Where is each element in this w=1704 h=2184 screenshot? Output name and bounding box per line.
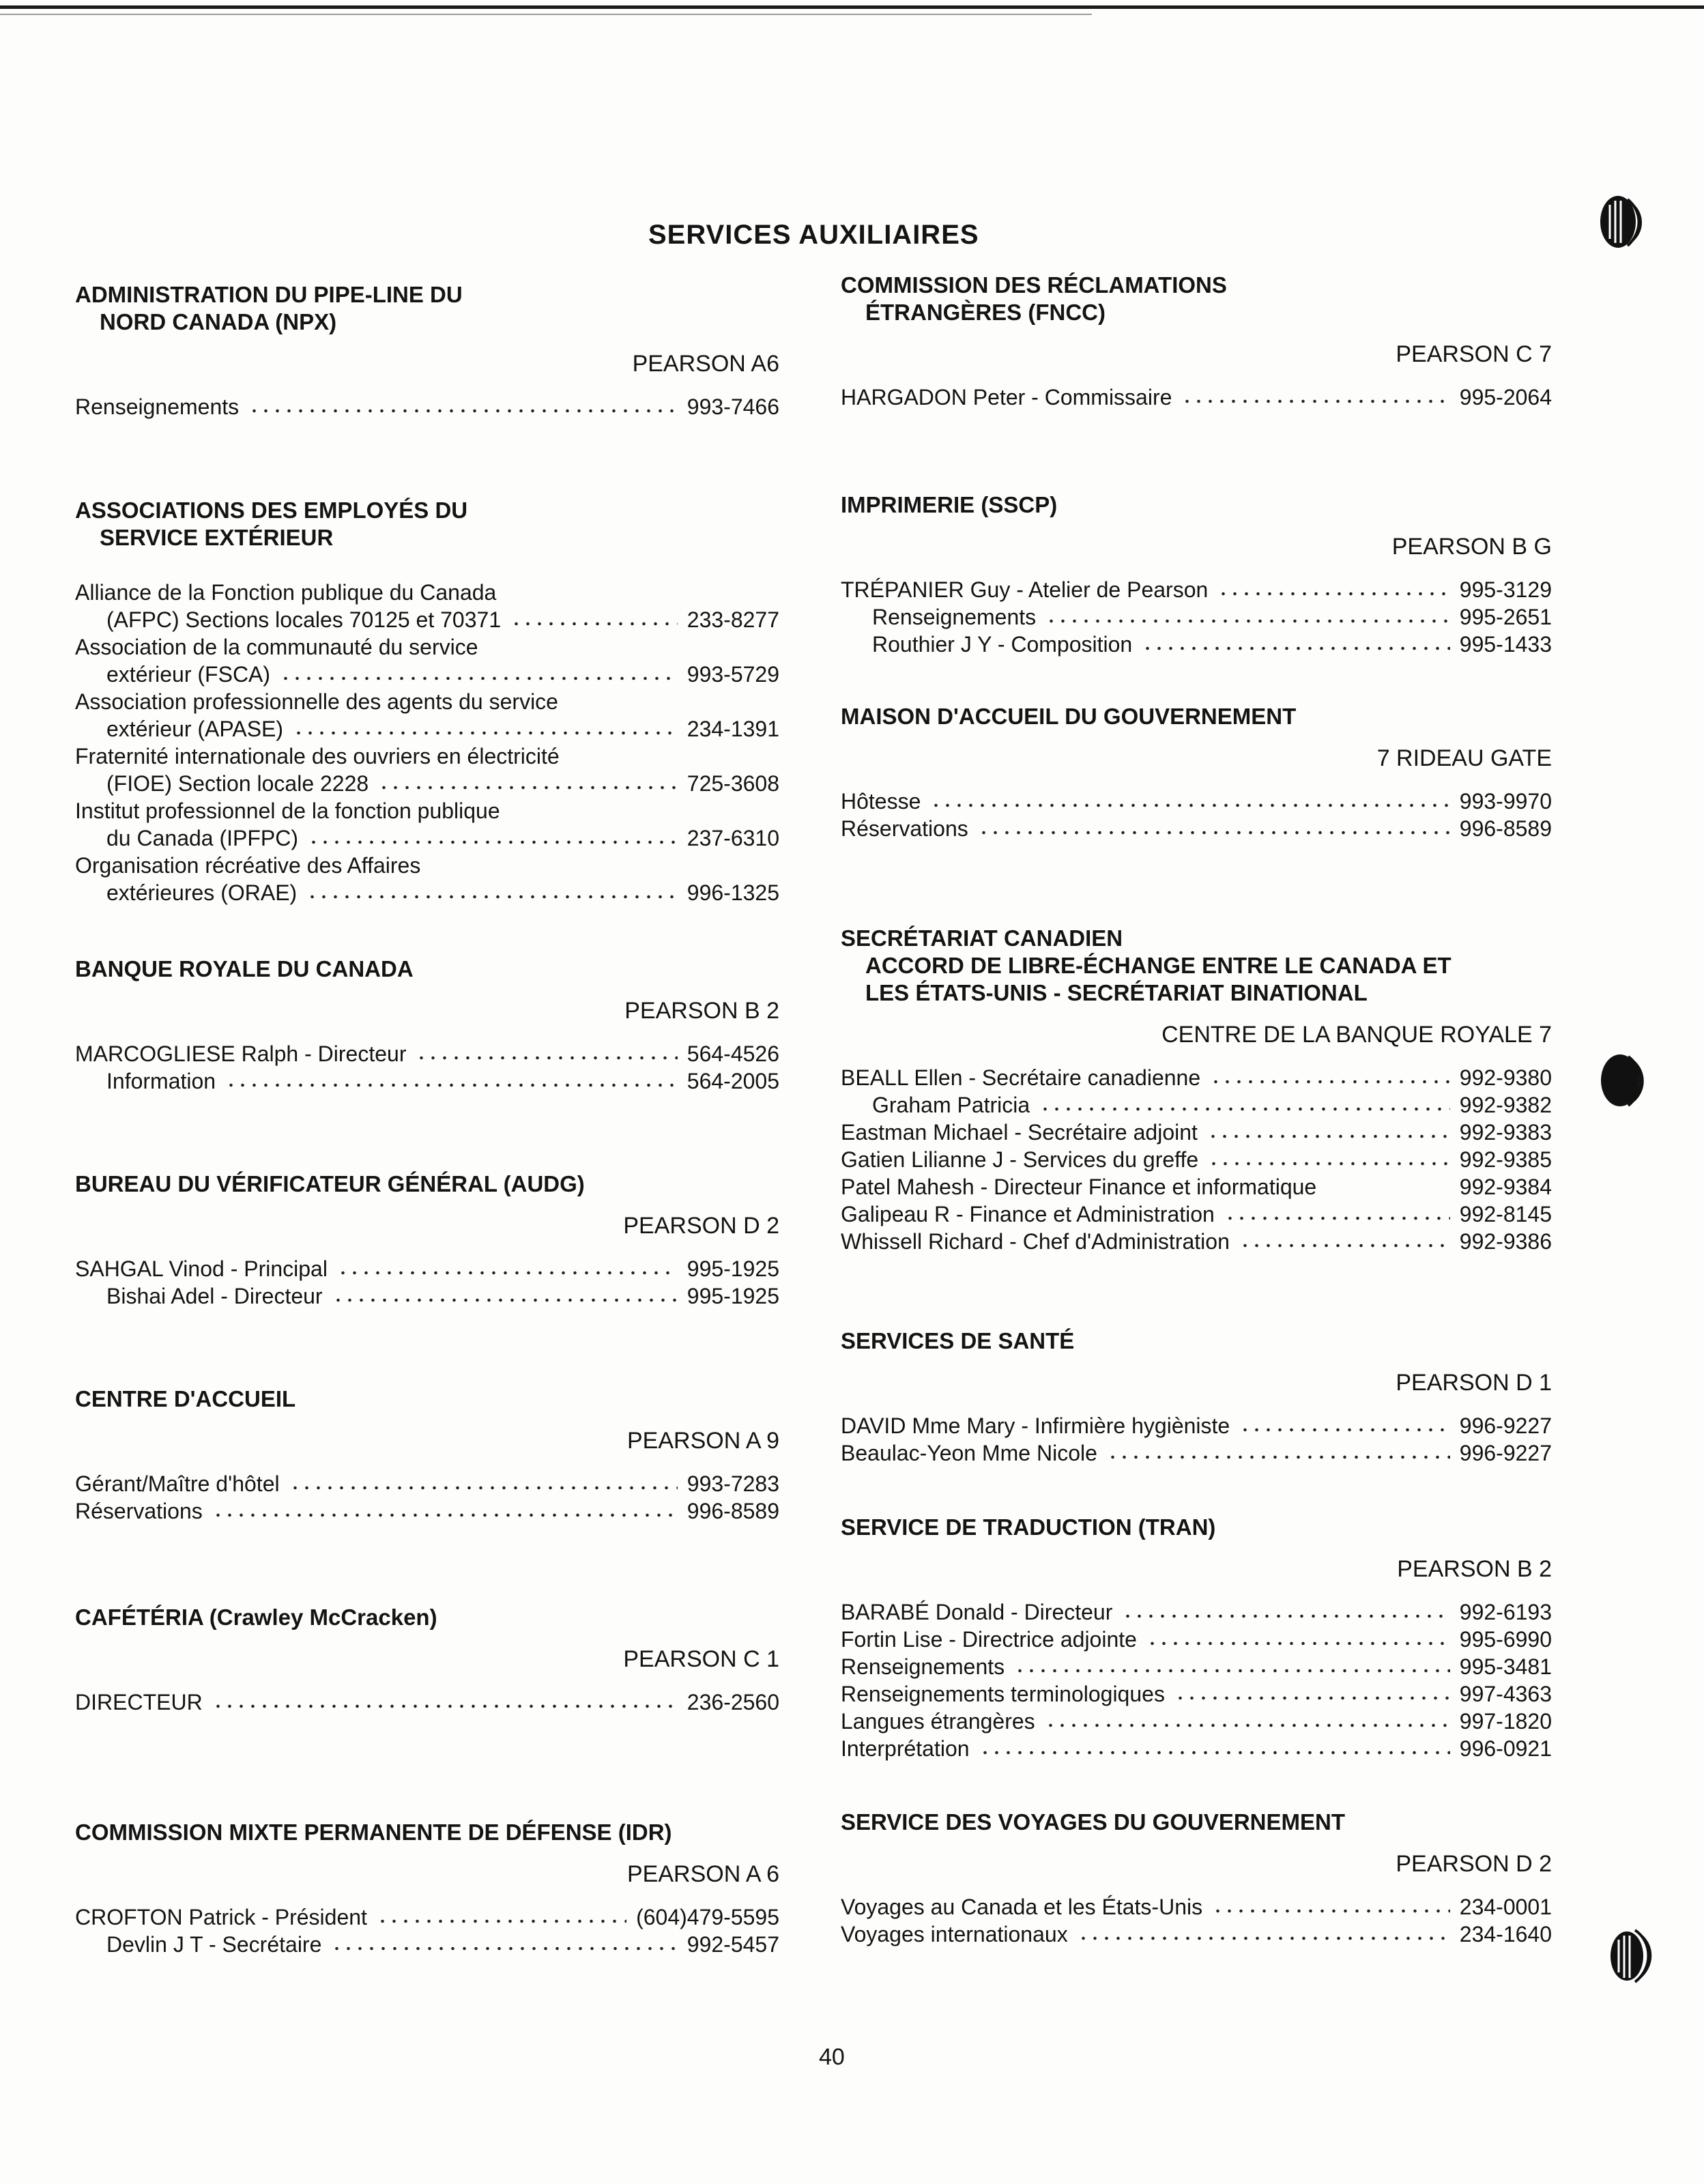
entry-name: TRÉPANIER Guy - Atelier de Pearson (841, 577, 1209, 602)
location-label: 7 RIDEAU GATE (1376, 745, 1552, 771)
section-heading (75, 1385, 785, 1413)
heading-line: BUREAU DU VÉRIFICATEUR GÉNÉRAL (AUDG) (75, 1171, 585, 1196)
phone-number: 993-7466 (687, 394, 779, 419)
directory-entry (841, 384, 1557, 411)
dot-leader (225, 1081, 678, 1089)
directory-entry (75, 1903, 785, 1931)
dot-leader (293, 729, 678, 737)
location-label: PEARSON D 2 (1396, 1851, 1552, 1877)
entry-name-line: Association professionnelle des agents du service (75, 689, 558, 714)
entry-list (841, 1412, 1557, 1467)
directory-entry (841, 1708, 1557, 1735)
directory-entry (841, 1228, 1557, 1255)
section-heading (75, 1819, 785, 1846)
dot-leader (1239, 1426, 1450, 1434)
dot-leader (1045, 1721, 1450, 1729)
phone-number: 992-5457 (687, 1932, 779, 1957)
dot-leader (332, 1296, 678, 1304)
dot-leader (1107, 1453, 1450, 1461)
entry-name: Hôtesse (841, 789, 921, 814)
directory-entry (841, 1412, 1557, 1439)
heading-line: CENTRE D'ACCUEIL (75, 1386, 296, 1411)
entry-list (75, 1040, 785, 1095)
phone-number: 993-5729 (687, 662, 779, 687)
entry-name: du Canada (IPFPC) (106, 826, 299, 850)
entry-list (75, 1903, 785, 1958)
heading-line: COMMISSION DES RÉCLAMATIONS (841, 272, 1227, 298)
heading-line: SECRÉTARIAT CANADIEN (841, 925, 1123, 951)
phone-number: 995-3129 (1459, 577, 1552, 602)
phone-number: 995-2651 (1459, 605, 1552, 629)
phone-number: 995-1433 (1459, 632, 1552, 657)
dot-leader (1174, 1694, 1450, 1702)
directory-entry (75, 715, 785, 743)
entry-name: SAHGAL Vinod - Principal (75, 1256, 328, 1281)
section-maison-d-accueil-du-gouvernement (841, 703, 1557, 842)
directory-entry (75, 1255, 785, 1282)
phone-number: 992-9385 (1459, 1147, 1552, 1172)
directory-entry (841, 1893, 1557, 1921)
entry-list (75, 579, 785, 906)
entry-name: (AFPC) Sections locales 70125 et 70371 (106, 607, 502, 632)
dot-leader (280, 674, 678, 682)
entry-name: Eastman Michael - Secrétaire adjoint (841, 1120, 1198, 1145)
dot-leader (1239, 1241, 1450, 1250)
directory-entry (841, 1626, 1557, 1653)
dot-leader (930, 801, 1449, 809)
entry-list (841, 1064, 1557, 1255)
entry-name: BEALL Ellen - Secrétaire canadienne (841, 1065, 1201, 1090)
dot-leader (306, 893, 678, 901)
section-heading (75, 497, 785, 551)
dot-leader (331, 1944, 677, 1953)
section-centre-d-accueil (75, 1385, 785, 1525)
heading-line: SERVICES DE SANTÉ (841, 1328, 1075, 1353)
directory-entry (75, 1689, 785, 1716)
entry-name-line: Alliance de la Fonction publique du Canada (75, 580, 497, 605)
location-label: PEARSON B 2 (624, 998, 779, 1024)
entry-name: Gérant/Maître d'hôtel (75, 1471, 280, 1496)
entry-name-line: Fraternité internationale des ouvriers en électricité (75, 744, 560, 768)
entry-name: HARGADON Peter - Commissaire (841, 385, 1172, 410)
directory-entry (841, 1439, 1557, 1467)
dot-leader (1039, 1105, 1450, 1113)
directory-entry (841, 631, 1557, 658)
phone-number: 992-9383 (1459, 1120, 1552, 1145)
dot-leader (1212, 1907, 1450, 1915)
tab-marker-icon (1604, 1923, 1658, 1985)
phone-number: 996-0921 (1459, 1736, 1552, 1761)
directory-entry (75, 393, 785, 420)
phone-number: 233-8277 (687, 607, 779, 632)
dot-leader (1146, 1639, 1450, 1648)
phone-number: 996-9227 (1459, 1441, 1552, 1465)
dot-leader (1045, 617, 1450, 625)
dot-leader (1142, 644, 1450, 652)
phone-number: 997-1820 (1459, 1709, 1552, 1734)
section-heading (841, 1327, 1557, 1355)
location-label: PEARSON D 2 (623, 1213, 779, 1239)
section-secretariat-canadien (841, 925, 1557, 1255)
entry-name: Graham Patricia (872, 1093, 1030, 1117)
section-heading (841, 1809, 1557, 1836)
directory-entry (841, 1653, 1557, 1680)
dot-leader (1208, 1160, 1450, 1168)
entry-name-line: Association de la communauté du service (75, 635, 478, 659)
phone-number: 996-8589 (1459, 816, 1552, 841)
heading-line: SERVICE EXTÉRIEUR (100, 525, 334, 550)
section-banque-royale-du-canada (75, 956, 785, 1095)
heading-line: ÉTRANGÈRES (FNCC) (865, 300, 1106, 325)
phone-number: 995-3481 (1459, 1654, 1552, 1679)
entry-name: Réservations (75, 1499, 203, 1523)
tab-marker-icon (1593, 191, 1648, 253)
phone-number: 234-0001 (1459, 1895, 1552, 1919)
entry-name: DAVID Mme Mary - Infirmière hygièniste (841, 1413, 1230, 1438)
dot-leader (377, 1917, 626, 1925)
entry-name: Bishai Adel - Directeur (106, 1284, 323, 1308)
entry-name: Interprétation (841, 1736, 970, 1761)
entry-name: Devlin J T - Secrétaire (106, 1932, 322, 1957)
entry-name-line: Institut professionnel de la fonction publique (75, 799, 500, 823)
location-label: PEARSON C 1 (623, 1646, 779, 1672)
heading-line: SERVICE DES VOYAGES DU GOUVERNEMENT (841, 1809, 1346, 1835)
directory-entry (75, 1040, 785, 1067)
entry-name: Langues étrangères (841, 1709, 1035, 1734)
phone-number: 564-2005 (687, 1069, 779, 1093)
entry-list (841, 576, 1557, 658)
page-number: 40 (819, 2044, 845, 2070)
directory-entry (841, 1173, 1557, 1201)
directory-entry (841, 1119, 1557, 1146)
heading-line: ACCORD DE LIBRE-ÉCHANGE ENTRE LE CANADA ET (865, 953, 1452, 978)
section-service-de-traduction-tran (841, 1514, 1557, 1762)
dot-leader (1210, 1078, 1450, 1086)
heading-line: LES ÉTATS-UNIS - SECRÉTARIAT BINATIONAL (865, 980, 1368, 1005)
entry-name: Voyages internationaux (841, 1922, 1068, 1946)
entry-name: Réservations (841, 816, 968, 841)
phone-number: 234-1640 (1459, 1922, 1552, 1946)
location-label: PEARSON A6 (632, 351, 779, 377)
phone-number: 995-1925 (687, 1284, 779, 1308)
dot-leader (1122, 1612, 1449, 1620)
directory-entry (75, 824, 785, 852)
directory-entry (75, 1282, 785, 1310)
entry-name: MARCOGLIESE Ralph - Directeur (75, 1041, 407, 1066)
entry-name: Voyages au Canada et les États-Unis (841, 1895, 1203, 1919)
phone-number: 992-6193 (1459, 1600, 1552, 1624)
directory-entry (841, 788, 1557, 815)
dot-leader (1181, 397, 1449, 405)
dot-leader (1207, 1132, 1450, 1140)
section-heading (841, 925, 1557, 1007)
phone-number: 996-9227 (1459, 1413, 1552, 1438)
directory-entry (841, 1091, 1557, 1119)
entry-name: Gatien Lilianne J - Services du greffe (841, 1147, 1199, 1172)
directory-entry (841, 1735, 1557, 1762)
entry-name: extérieur (APASE) (106, 717, 284, 741)
heading-line: CAFÉTÉRIA (Crawley McCracken) (75, 1605, 437, 1630)
directory-entry (75, 1470, 785, 1497)
location-label: PEARSON B G (1391, 534, 1552, 560)
directory-entry (841, 1598, 1557, 1626)
section-cafeteria-crawley-mccracken (75, 1604, 785, 1716)
location-label: PEARSON B 2 (1397, 1556, 1552, 1582)
entry-name: Patel Mahesh - Directeur Finance et informatique (841, 1175, 1317, 1199)
entry-name: DIRECTEUR (75, 1690, 203, 1714)
directory-entry (75, 1497, 785, 1525)
section-bureau-du-verificateur-general-audg (75, 1170, 785, 1310)
location-label: PEARSON D 1 (1396, 1370, 1552, 1396)
phone-number: (604)479-5595 (636, 1905, 779, 1929)
entry-name: extérieur (FSCA) (106, 662, 271, 687)
entry-list (841, 384, 1557, 411)
phone-number: 995-1925 (687, 1256, 779, 1281)
section-commission-des-reclamations (841, 272, 1557, 411)
heading-line: SERVICE DE TRADUCTION (TRAN) (841, 1514, 1216, 1540)
dot-leader (1078, 1934, 1450, 1942)
entry-name: CROFTON Patrick - Président (75, 1905, 367, 1929)
entry-name: Whissell Richard - Chef d'Administration (841, 1229, 1230, 1254)
directory-entry (75, 1067, 785, 1095)
heading-line: COMMISSION MIXTE PERMANENTE DE DÉFENSE (IDR) (75, 1820, 672, 1845)
phone-number: 564-4526 (687, 1041, 779, 1066)
heading-line: NORD CANADA (NPX) (100, 309, 337, 334)
location-label: PEARSON A 9 (627, 1428, 779, 1454)
page-title: SERVICES AUXILIAIRES (648, 220, 979, 250)
section-associations-des-employes-du (75, 497, 785, 906)
section-service-des-voyages-du-gouvernement (841, 1809, 1557, 1948)
section-heading (841, 1514, 1557, 1541)
directory-entry (841, 1064, 1557, 1091)
heading-line: IMPRIMERIE (SSCP) (841, 492, 1058, 517)
phone-number: 992-9382 (1459, 1093, 1552, 1117)
location-label: PEARSON C 7 (1396, 341, 1552, 367)
section-commission-mixte-permanente-de-defense-i (75, 1819, 785, 1958)
heading-line: MAISON D'ACCUEIL DU GOUVERNEMENT (841, 704, 1297, 729)
entry-name: Routhier J Y - Composition (872, 632, 1133, 657)
directory-entry (841, 815, 1557, 842)
phone-number: 725-3608 (687, 771, 779, 796)
phone-number: 237-6310 (687, 826, 779, 850)
directory-entry (841, 1201, 1557, 1228)
directory-entry (75, 606, 785, 633)
heading-line: ASSOCIATIONS DES EMPLOYÉS DU (75, 498, 468, 523)
dot-leader (308, 838, 678, 846)
phone-number: 992-9386 (1459, 1229, 1552, 1254)
phone-number: 996-1325 (687, 880, 779, 905)
heading-line: BANQUE ROYALE DU CANADA (75, 956, 414, 981)
dot-leader (510, 620, 678, 628)
entry-list (75, 1470, 785, 1525)
phone-number: 992-9380 (1459, 1065, 1552, 1090)
directory-entry (75, 770, 785, 797)
entry-name-line: Organisation récréative des Affaires (75, 853, 421, 878)
dot-leader (378, 784, 678, 792)
entry-name: extérieures (ORAE) (106, 880, 298, 905)
section-administration-du-pipe-line-du (75, 281, 785, 420)
directory-entry (841, 603, 1557, 631)
entry-name: Information (106, 1069, 216, 1093)
entry-name: (FIOE) Section locale 2228 (106, 771, 369, 796)
dot-leader (212, 1511, 678, 1519)
phone-number: 996-8589 (687, 1499, 779, 1523)
directory-entry (75, 1931, 785, 1958)
entry-name: Beaulac-Yeon Mme Nicole (841, 1441, 1097, 1465)
dot-leader (248, 407, 678, 415)
section-heading (75, 1604, 785, 1631)
entry-list (75, 1689, 785, 1716)
section-imprimerie-sscp (841, 491, 1557, 658)
dot-leader (337, 1269, 678, 1277)
phone-number: 236-2560 (687, 1690, 779, 1714)
location-label: PEARSON A 6 (627, 1861, 779, 1887)
dot-leader (289, 1484, 678, 1492)
entry-name: Renseignements (841, 1654, 1005, 1679)
phone-number: 997-4363 (1459, 1682, 1552, 1706)
dot-leader (978, 829, 1450, 837)
entry-name: Renseignements (872, 605, 1037, 629)
directory-entry (75, 879, 785, 906)
entry-list (75, 1255, 785, 1310)
section-heading (75, 956, 785, 983)
dot-leader (1224, 1214, 1450, 1222)
dot-leader (212, 1702, 678, 1710)
directory-entry (841, 576, 1557, 603)
section-heading (841, 491, 1557, 519)
entry-name: BARABÉ Donald - Directeur (841, 1600, 1113, 1624)
dot-leader (1014, 1667, 1450, 1675)
directory-entry (841, 1680, 1557, 1708)
phone-number: 993-7283 (687, 1471, 779, 1496)
entry-list (75, 393, 785, 420)
top-rule-thin (0, 14, 1092, 15)
phone-number: 995-6990 (1459, 1627, 1552, 1652)
top-rule (0, 5, 1704, 9)
phone-number: 234-1391 (687, 717, 779, 741)
entry-list (841, 788, 1557, 842)
heading-line: ADMINISTRATION DU PIPE-LINE DU (75, 282, 463, 307)
directory-entry (841, 1146, 1557, 1173)
entry-list (841, 1893, 1557, 1948)
section-heading (841, 272, 1557, 326)
dot-leader (416, 1054, 677, 1062)
directory-entry (75, 661, 785, 688)
section-heading (75, 1170, 785, 1198)
entry-name: Renseignements terminologiques (841, 1682, 1165, 1706)
entry-list (841, 1598, 1557, 1762)
location-label: CENTRE DE LA BANQUE ROYALE 7 (1161, 1022, 1552, 1048)
phone-number: 993-9970 (1459, 789, 1552, 814)
section-heading (75, 281, 785, 336)
entry-name: Galipeau R - Finance et Administration (841, 1202, 1215, 1226)
phone-number: 992-8145 (1459, 1202, 1552, 1226)
phone-number: 995-2064 (1459, 385, 1552, 410)
entry-name: Fortin Lise - Directrice adjointe (841, 1627, 1137, 1652)
section-services-de-sante (841, 1327, 1557, 1467)
tab-marker-icon (1595, 1050, 1650, 1111)
entry-name: Renseignements (75, 394, 240, 419)
directory-entry (841, 1921, 1557, 1948)
phone-number: 992-9384 (1459, 1175, 1552, 1199)
section-heading (841, 703, 1557, 730)
dot-leader (979, 1749, 1450, 1757)
dot-leader (1217, 590, 1449, 598)
